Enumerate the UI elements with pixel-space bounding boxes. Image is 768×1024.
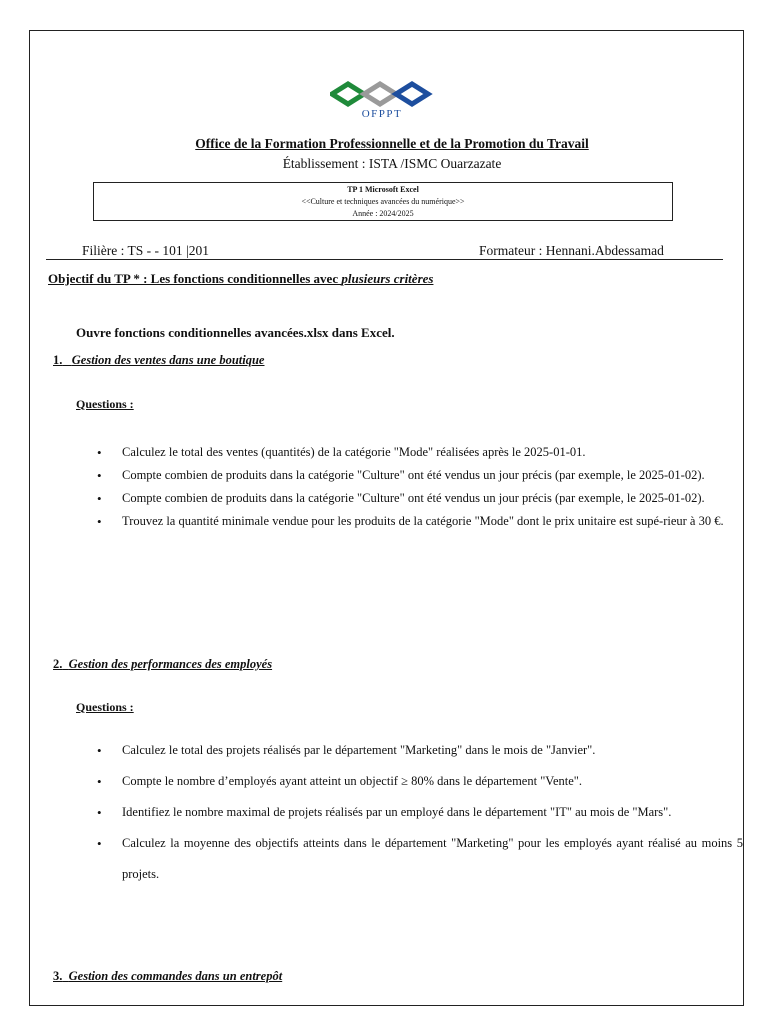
tp-year: Année : 2024/2025 xyxy=(352,209,414,218)
question-item: • Compte le nombre d’employés ayant atteint un objectif ≥ 80% dans le département "Vente". xyxy=(95,766,743,797)
questions-label: Questions : xyxy=(76,700,134,714)
section-title-text: Gestion des ventes dans une boutique xyxy=(71,353,265,367)
section-number: 1. xyxy=(53,353,63,367)
organization-title: Office de la Formation Professionnelle et de la Promotion du Travail xyxy=(195,136,589,151)
ofppt-logo xyxy=(330,80,438,120)
section-title-text: Gestion des performances des employés xyxy=(68,657,273,671)
tp-title: TP 1 Microsoft Excel xyxy=(347,185,419,194)
logo-wordmark: OFPPT xyxy=(361,108,403,120)
question-item: • Calculez la moyenne des objectifs atteints dans le département "Marketing" pour les employés ayant réalisé au moins 5 projets. xyxy=(95,828,743,890)
section-title xyxy=(53,969,282,984)
question-list xyxy=(95,441,743,533)
section-number: 3. xyxy=(53,969,63,983)
objective-prefix: Objectif du TP * : Les fonctions conditionnelles avec xyxy=(48,271,342,286)
section-title xyxy=(53,353,264,368)
section-title xyxy=(53,657,272,672)
question-item: • Compte combien de produits dans la catégorie "Culture" ont été vendus un jour précis (par exemple, le 2025-01-02). xyxy=(95,464,743,487)
establishment-name: Établissement : ISTA /ISMC Ouarzazate xyxy=(282,156,502,171)
formateur-label: Formateur : Hennani.Abdessamad xyxy=(479,243,664,258)
question-item: • Compte combien de produits dans la catégorie "Culture" ont été vendus un jour précis (par exemple, le 2025-01-02). xyxy=(95,487,743,510)
questions-label: Questions : xyxy=(76,397,134,411)
question-list xyxy=(95,735,743,890)
question-item: • Trouvez la quantité minimale vendue pour les produits de la catégorie "Mode" dont le prix unitaire est supé-rieur à 30 €. xyxy=(95,510,743,533)
objective-heading xyxy=(48,271,433,287)
tp-info-box xyxy=(93,182,673,221)
intro-instruction: Ouvre fonctions conditionnelles avancées.xlsx dans Excel. xyxy=(76,325,395,340)
section-number: 2. xyxy=(53,657,63,671)
question-item: • Identifiez le nombre maximal de projets réalisés par un employé dans le département "IT" au mois de "Mars". xyxy=(95,797,743,828)
tp-subtitle: <<Culture et techniques avancées du numérique>> xyxy=(301,197,465,206)
question-item: • Calculez le total des ventes (quantités) de la catégorie "Mode" réalisées après le 2025-01-01. xyxy=(95,441,743,464)
section-title-text: Gestion des commandes dans un entrepôt xyxy=(68,969,283,983)
objective-emphasis: plusieurs critères xyxy=(341,271,434,286)
question-item: • Calculez le total des projets réalisés par le département "Marketing" dans le mois de "Janvier". xyxy=(95,735,743,766)
filiere-label: Filière : TS - - 101 |201 xyxy=(82,243,209,258)
info-underline xyxy=(46,259,723,260)
